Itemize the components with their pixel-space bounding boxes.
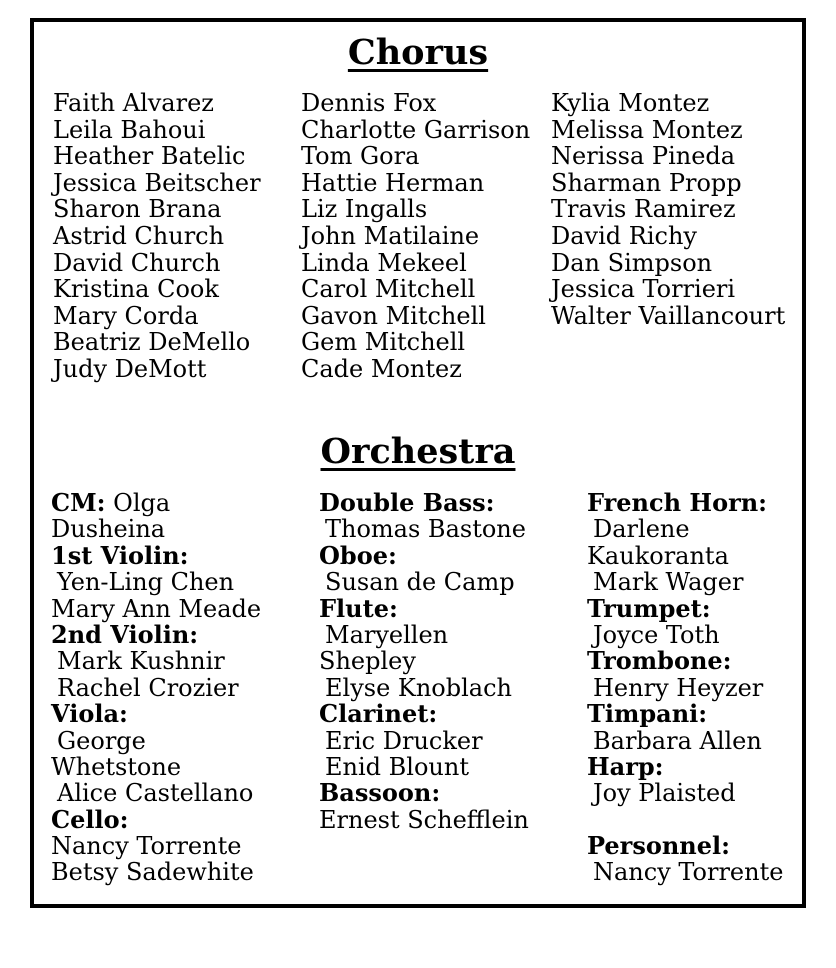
trombone-label: Trombone: — [587, 646, 732, 676]
double-bass-player: Thomas Bastone — [325, 515, 526, 544]
trombone-player: Henry Heyzer — [593, 673, 764, 702]
chorus-column-3 — [551, 90, 785, 329]
viola-player-continued: Whetstone — [51, 752, 182, 781]
chorus-member: Jessica Beitscher — [53, 168, 261, 197]
chorus-member: John Matilaine — [301, 221, 480, 250]
harp-label: Harp: — [587, 751, 664, 781]
orchestra-column-2 — [319, 490, 529, 833]
clarinet-player: Eric Drucker — [325, 726, 483, 755]
viola-player: George — [57, 726, 146, 755]
viola-label: Viola: — [51, 699, 128, 729]
french-horn-player: Darlene — [593, 515, 690, 544]
cello-player: Nancy Torrente — [51, 832, 242, 861]
chorus-member: Gem Mitchell — [301, 328, 466, 357]
flute-player: Elyse Knoblach — [325, 673, 512, 702]
chorus-member: Travis Ramirez — [551, 195, 736, 224]
cm-name: Olga — [113, 489, 171, 517]
violin1-label: 1st Violin: — [51, 540, 189, 570]
cello-player: Betsy Sadewhite — [51, 858, 254, 887]
orchestra-heading: Orchestra — [320, 431, 516, 472]
cello-label: Cello: — [51, 804, 129, 834]
chorus-member: David Richy — [551, 221, 697, 250]
violin2-player: Mark Kushnir — [57, 647, 225, 676]
chorus-member: Tom Gora — [301, 142, 420, 171]
french-horn-label: French Horn: — [587, 488, 768, 517]
chorus-member: Sharman Propp — [551, 168, 742, 197]
viola-player: Alice Castellano — [57, 779, 254, 808]
chorus-member: Leila Bahoui — [53, 115, 206, 144]
chorus-member: Liz Ingalls — [301, 195, 428, 224]
chorus-member: Dan Simpson — [551, 248, 713, 277]
clarinet-label: Clarinet: — [319, 699, 438, 729]
cm-line — [51, 490, 261, 516]
chorus-member: Judy DeMott — [53, 354, 207, 383]
spacer — [587, 807, 783, 833]
chorus-member: Hattie Herman — [301, 168, 485, 197]
chorus-member: David Church — [53, 248, 221, 277]
chorus-member: Astrid Church — [53, 221, 225, 250]
french-horn-player-continued: Kaukoranta — [587, 541, 729, 570]
violin1-player: Mary Ann Meade — [51, 594, 262, 623]
harp-player: Joy Plaisted — [593, 779, 736, 808]
violin1-player: Yen-Ling Chen — [57, 568, 235, 597]
trumpet-player: Joyce Toth — [593, 620, 720, 649]
cm-name-continued: Dusheina — [51, 515, 166, 544]
personnel-label: Personnel: — [587, 831, 730, 861]
chorus-member: Kylia Montez — [551, 89, 710, 117]
trumpet-label: Trumpet: — [587, 593, 711, 623]
chorus-member: Cade Montez — [301, 354, 462, 383]
chorus-heading: Chorus — [347, 32, 489, 73]
chorus-member: Linda Mekeel — [301, 248, 467, 277]
chorus-member: Nerissa Pineda — [551, 142, 736, 171]
violin2-label: 2nd Violin: — [51, 619, 199, 649]
personnel-manager: Nancy Torrente — [593, 858, 784, 887]
chorus-column-1 — [53, 90, 261, 383]
orchestra-column-3 — [587, 490, 783, 886]
chorus-member: Dennis Fox — [301, 89, 437, 117]
chorus-member: Kristina Cook — [53, 275, 219, 304]
violin2-player: Rachel Crozier — [57, 673, 239, 702]
orchestra-column-1 — [51, 490, 261, 886]
chorus-member: Mary Corda — [53, 301, 199, 330]
timpani-label: Timpani: — [587, 699, 708, 729]
chorus-member: Carol Mitchell — [301, 275, 476, 304]
oboe-label: Oboe: — [319, 540, 397, 570]
chorus-member: Walter Vaillancourt — [551, 301, 786, 330]
flute-player: Maryellen — [325, 620, 449, 649]
flute-label: Flute: — [319, 593, 398, 623]
oboe-player: Susan de Camp — [325, 568, 515, 597]
double-bass-label: Double Bass: — [319, 488, 495, 517]
bassoon-label: Bassoon: — [319, 778, 441, 808]
chorus-column-2 — [301, 90, 530, 383]
cm-label: CM: — [51, 488, 106, 517]
chorus-member: Charlotte Garrison — [301, 115, 531, 144]
timpani-player: Barbara Allen — [593, 726, 762, 755]
chorus-member: Heather Batelic — [53, 142, 246, 171]
clarinet-player: Enid Blount — [325, 752, 469, 781]
flute-player-continued: Shepley — [319, 647, 416, 676]
chorus-member: Sharon Brana — [53, 195, 222, 224]
chorus-member: Gavon Mitchell — [301, 301, 486, 330]
chorus-member: Faith Alvarez — [53, 89, 214, 117]
chorus-member: Melissa Montez — [551, 115, 743, 144]
french-horn-player: Mark Wager — [593, 568, 744, 597]
bassoon-player: Ernest Schefflein — [319, 805, 529, 834]
chorus-member: Jessica Torrieri — [551, 275, 736, 304]
chorus-member: Beatriz DeMello — [53, 328, 251, 357]
